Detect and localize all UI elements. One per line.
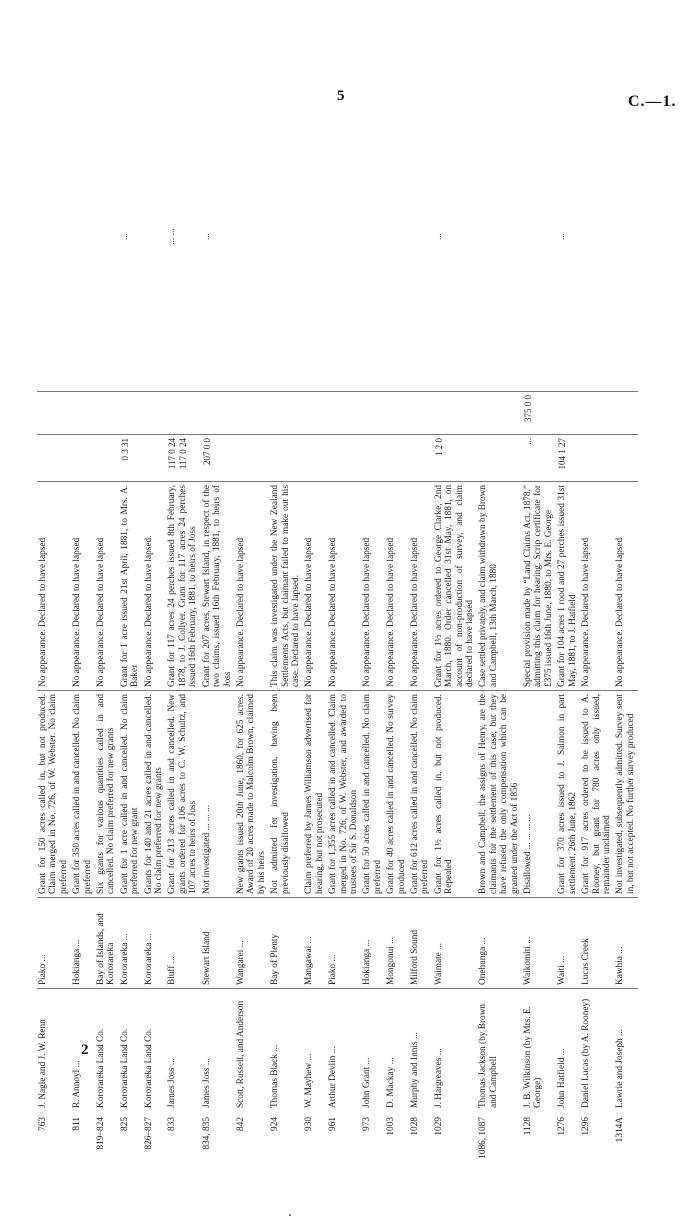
district-name: Hokianga ...: [361, 898, 385, 989]
claimant-name: Thomas Jackson (by Brown and Campbell: [478, 1003, 499, 1108]
table-row: [433, 82, 478, 1162]
previous-treatment: Not admitted for investigation, having been previously disallowed: [269, 691, 303, 898]
claim-result: No appearance. Declared to have lapsed: [614, 482, 638, 691]
district-name: Milford Sound: [409, 898, 433, 989]
table-row: [303, 82, 327, 1162]
scrip-amount: [614, 392, 638, 435]
district-name: Kororareka ...: [143, 898, 167, 989]
remarks-cell: [71, 82, 95, 392]
claim-number: 973: [362, 1117, 373, 1131]
district-name: Wangarei ...: [235, 898, 269, 989]
table-row: [361, 82, 385, 1162]
previous-treatment: Grant for 150 acres called in, but not produced. Claim merged in No. 726, of W. Webster. No claim preferred: [37, 691, 71, 898]
remarks-cell: [477, 82, 522, 392]
claimant-name: James Joss ...: [167, 1058, 178, 1108]
scrip-amount: [235, 392, 269, 435]
claimant-name: Kororareka Land Co.: [119, 1028, 130, 1108]
claim-number: 833: [167, 1117, 178, 1131]
table-row: [522, 82, 556, 1162]
page-side-mark: 2: [81, 1042, 89, 1058]
claim-number: 1276: [557, 1117, 568, 1136]
previous-treatment: Grant for 612 acres called in and cancelled. No claim preferred: [409, 691, 433, 898]
table-row: [614, 82, 638, 1162]
scrip-amount: [269, 392, 303, 435]
district-name: Mangawai ...: [303, 898, 327, 989]
claimant-name: J. Hargreaves ...: [433, 1048, 444, 1108]
area-granted: [37, 435, 71, 482]
district-name: Waimate ...: [433, 898, 478, 989]
remarks-cell: [303, 82, 327, 392]
table-row: [37, 82, 71, 1162]
district-name: Waiti ...: [556, 898, 580, 989]
area-granted: [580, 435, 614, 482]
area-granted: [303, 435, 327, 482]
scrip-amount: [385, 392, 409, 435]
district-name: Onehunga ...: [477, 898, 522, 989]
previous-treatment: Grant for 50 acres called in and cancelled. No claim preferred: [361, 691, 385, 898]
district-name: Kororareka ...: [119, 898, 143, 989]
claimant-name: Kororareka Land Co.: [96, 1028, 107, 1108]
claimant-name: Kororareka Land Co.: [143, 1028, 154, 1108]
area-granted: [385, 435, 409, 482]
area-granted: [143, 435, 167, 482]
area-granted: [269, 435, 303, 482]
claim-result: No appearance. Declared to have lapsed: [71, 482, 95, 691]
district-name: Bay of Plenty: [269, 898, 303, 989]
page-number: 5: [337, 88, 345, 104]
area-granted: [477, 435, 522, 482]
previous-treatment: Grant for 350 acres called in and cancelled. No claim preferred: [71, 691, 95, 898]
claimant-name: W. Mayhew ...: [304, 1053, 315, 1108]
table-row: [409, 82, 433, 1162]
district-name: Piako ...: [327, 898, 361, 989]
district-name: Kawhia ...: [614, 898, 638, 989]
claim-result: Grant for 1½ acres ordered to George Clarke, 2nd March, 1880. Order cancelled 31st May, 1881, on account of non-production of survey, and claim declared to have lapsed: [433, 482, 478, 691]
area-granted: 1 2 0: [433, 435, 478, 482]
remarks-cell: [235, 82, 269, 392]
scrip-amount: [71, 392, 95, 435]
claim-result: No appearance. Declared to have lapsed: [385, 482, 409, 691]
table-row: [385, 82, 409, 1162]
claim-number: 811: [72, 1117, 83, 1131]
area-granted: 117 0 24 117 0 24: [166, 435, 200, 482]
scrip-amount: [166, 392, 200, 435]
claim-result: This claim was investigated under the New Zealand Settlements Acts, but claimant failed to make out his case. Declared to have lapsed.: [269, 482, 303, 691]
scrip-amount: [477, 392, 522, 435]
claim-result: No appearance. Declared to have lapsed: [409, 482, 433, 691]
claim-number: 1086, 1087: [478, 1117, 489, 1159]
claim-number: 1314A: [615, 1117, 626, 1143]
claim-result: Case settled privately, and claim withdrawn by Brown and Campbell, 13th March, 1880: [477, 482, 522, 691]
claim-number: 834, 835: [201, 1117, 212, 1150]
table-row: [580, 82, 614, 1162]
claimant-name: John Hatfield ...: [557, 1048, 568, 1108]
remarks-cell: [269, 82, 303, 392]
area-granted: [235, 435, 269, 482]
claim-result: No appearance. Declared to have lapsed: [95, 482, 119, 691]
claim-number: 924: [270, 1117, 281, 1131]
claim-number: 825: [119, 1117, 130, 1131]
previous-treatment: Not investigated, subsequently admitted. Survey sent in, but not accepted. No further survey produced: [614, 691, 638, 898]
claim-result: No appearance. Declared to have lapsed.: [143, 482, 167, 691]
remarks-cell: [361, 82, 385, 392]
previous-treatment: Grant for 917 acres ordered to be issued to A. Rooney, but grant for 780 acres only issued, remainder unclaimed: [580, 691, 614, 898]
claim-number: 842: [235, 1117, 246, 1131]
claim-result: No appearance. Declared to have lapsed: [580, 482, 614, 691]
claim-number: 930: [304, 1117, 315, 1131]
previous-treatment: Brown and Campbell, the assigns of Henry, are the claimants for the settlement of this case; but they have refused the only compensation which can be granted under the Act of 1856: [477, 691, 522, 898]
remarks-cell: ...: [556, 82, 580, 392]
remarks-cell: [143, 82, 167, 392]
claim-result: No appearance. Declared to have lapsed: [37, 482, 71, 691]
claimant-name: James Joss ...: [201, 1058, 212, 1108]
area-granted: 207 0 0: [201, 435, 235, 482]
previous-treatment: Not investigated ... ... ...: [201, 691, 235, 898]
table-row: [201, 82, 235, 1162]
remarks-cell: ...: [433, 82, 478, 392]
table-row: [327, 82, 361, 1162]
print-speck: [289, 1214, 291, 1216]
scrip-amount: [143, 392, 167, 435]
previous-treatment: Grant for 1 acre called in and cancelled. No claim preferred for new grant: [119, 691, 143, 898]
table-row: [477, 82, 522, 1162]
remarks-cell: ... ...: [166, 82, 200, 392]
remarks-cell: [327, 82, 361, 392]
scrip-amount: [119, 392, 143, 435]
land-claims-table-body: [37, 82, 638, 1162]
district-name: Lucas Creek: [580, 898, 614, 989]
district-name: Bay of Islands, and Kororareka: [95, 898, 119, 989]
scrip-amount: [409, 392, 433, 435]
area-granted: [614, 435, 638, 482]
table-row: [95, 82, 119, 1162]
claim-number: 1128: [523, 1117, 534, 1136]
table-row: [143, 82, 167, 1162]
district-name: Piako ...: [37, 898, 71, 989]
claimant-name: D. Mackay ...: [386, 1057, 397, 1108]
area-granted: ...: [522, 435, 556, 482]
area-granted: [361, 435, 385, 482]
claim-number: 1028: [410, 1117, 420, 1136]
claimant-name: John Grant ...: [362, 1057, 373, 1108]
table-row: [71, 82, 95, 1162]
remarks-cell: [522, 82, 556, 392]
claim-result: Grant for 1 acre issued 21st April, 1881, to Mrs. A. Baker: [119, 482, 143, 691]
claim-number: 1296: [581, 1117, 592, 1136]
scrip-amount: [556, 392, 580, 435]
previous-treatment: Grant for 1,355 acres called in and cancelled. Claim merged in No. 726, of W. Webster, and awarded to trustees of Sir S. Donaldson: [327, 691, 361, 898]
claim-number: 826–827: [143, 1117, 154, 1150]
claimant-name: J. B. Wilkinson (by Mrs. E. George): [523, 1006, 544, 1108]
scrip-amount: [303, 392, 327, 435]
previous-treatment: Grant for 370 acres issued to J. Salmon in part settlement, 26th June, 1862: [556, 691, 580, 898]
remarks-cell: ...: [119, 82, 143, 392]
claim-number: 819–824: [96, 1117, 107, 1150]
claimant-name: Murphy and Innis ...: [410, 1032, 420, 1108]
district-name: Stewart Island: [201, 898, 235, 989]
remarks-cell: [580, 82, 614, 392]
area-granted: 104 1 27: [556, 435, 580, 482]
area-granted: [71, 435, 95, 482]
scrip-amount: [37, 392, 71, 435]
scrip-amount: [433, 392, 478, 435]
remarks-cell: [409, 82, 433, 392]
remarks-cell: [385, 82, 409, 392]
table-row: [166, 82, 200, 1162]
previous-treatment: Grant for 40 acres called in and cancelled. No survey produced: [385, 691, 409, 898]
claim-result: No appearance. Declared to have lapsed: [303, 482, 327, 691]
table-row: [556, 82, 580, 1162]
scrip-amount: [201, 392, 235, 435]
remarks-cell: [614, 82, 638, 392]
district-name: Waikomiti ...: [522, 898, 556, 989]
claimant-name: J. Nagle and J. W. Renn: [38, 1019, 48, 1108]
previous-treatment: Grant for 1½ acres called in, but not produced. Repealed: [433, 691, 478, 898]
claim-result: Grant for 104 acres 1 rood and 27 perches issued 31st May, 1881, to J. Hatfield: [556, 482, 580, 691]
claimant-name: Lawrie and Joseph ...: [615, 1028, 626, 1108]
claimant-name: Thomas Black ...: [270, 1044, 281, 1108]
area-granted: [95, 435, 119, 482]
district-name: Bluff ...: [166, 898, 200, 989]
claim-result: Grant for 117 acres 24 perches issued 8th February, 1878, to J. Collyer. Grant for 117 acres 24 perches issued 16th February, 1881, to heirs of Joss: [166, 482, 200, 691]
previous-treatment: New grants issued 20th June, 1860, for 625 acres. Award of 20 acres made to Malcolm Brown, claimed by his heirs: [235, 691, 269, 898]
previous-treatment: Claim preferred by James Williamson advertised for hearing, but not prosecuted: [303, 691, 327, 898]
table-row: [119, 82, 143, 1162]
scrip-amount: [327, 392, 361, 435]
remarks-cell: [37, 82, 71, 392]
area-granted: [409, 435, 433, 482]
area-granted: 0 3 31: [119, 435, 143, 482]
claim-result: Grant for 207 acres, Stewart Island, in respect of the two claims, issued 16th February, 1881, to heirs of Joss: [201, 482, 235, 691]
claim-number: 1003: [386, 1117, 397, 1136]
scrip-amount: [95, 392, 119, 435]
remarks-cell: ...: [201, 82, 235, 392]
claim-result: No appearance. Declared to have lapsed: [327, 482, 361, 691]
table-row: [269, 82, 303, 1162]
scrip-amount: [580, 392, 614, 435]
land-claims-table-rotated: [37, 82, 636, 1162]
previous-treatment: Grants for 140 and 21 acres called in and cancelled. No claim preferred for new grants: [143, 691, 167, 898]
area-granted: [327, 435, 361, 482]
claim-result: No appearance. Declared to have lapsed: [361, 482, 385, 691]
previous-treatment: Disallowed ... ... ... ...: [522, 691, 556, 898]
document-code: C.—1.: [628, 93, 677, 110]
claimant-name: Daniel Lucas (by A. Rooney): [581, 998, 592, 1108]
land-claims-table: [37, 82, 638, 1162]
previous-treatment: Six grants for various quantities called in and cancelled. No claim preferred for new grants: [95, 691, 119, 898]
claim-number: 961: [328, 1117, 339, 1131]
claim-number: 763: [38, 1117, 48, 1131]
claimant-name: R. Annoyl ...: [72, 1060, 83, 1108]
claimant-name: Arthur Devlin ...: [328, 1046, 339, 1108]
previous-treatment: Grant for 213 acres called in and cancelled. New grants ordered for 106 acres to C. W. Schultz, and 107 acres to heirs of Joss: [166, 691, 200, 898]
scrip-amount: [361, 392, 385, 435]
remarks-cell: [95, 82, 119, 392]
district-name: Mongonui ...: [385, 898, 409, 989]
claimant-name: Scott, Russell, and Anderson: [235, 1000, 246, 1108]
claim-result: No appearance. Declared to have lapsed: [235, 482, 269, 691]
table-row: [235, 82, 269, 1162]
claim-result: Special provision made by “Land Claims Act, 1878,” admitting this claim for hearing. Scrip certificate for £375 issued 16th June, 1880, to Mrs. E. George: [522, 482, 556, 691]
claim-number: 1029: [433, 1117, 444, 1136]
scrip-amount: 375 0 0: [522, 392, 556, 435]
district-name: Hokianga ...: [71, 898, 95, 989]
